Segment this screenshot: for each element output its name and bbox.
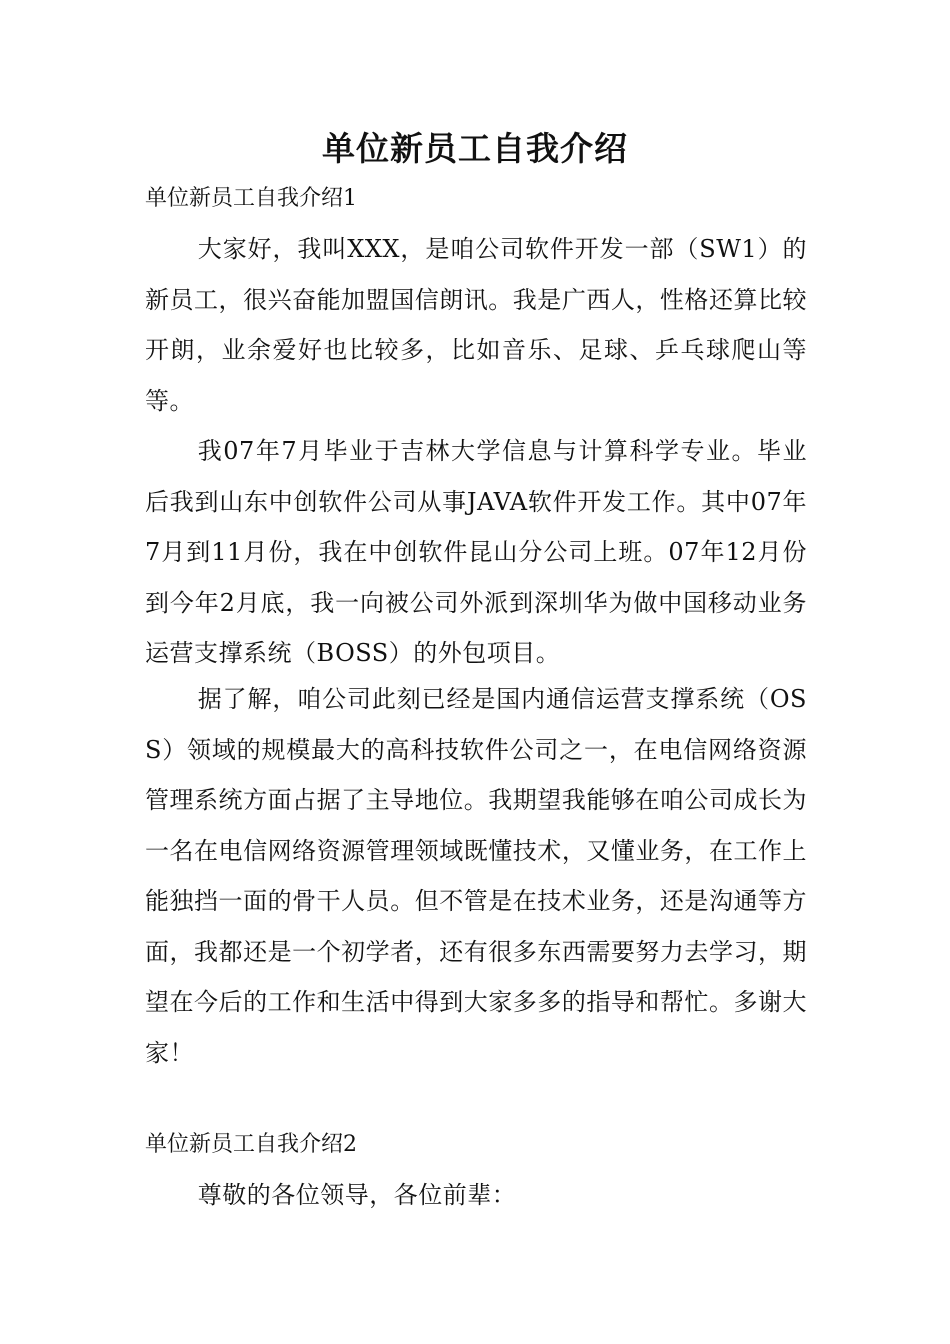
paragraph-1-3: 据了解，咱公司此刻已经是国内通信运营支撑系统（OSS）领域的规模最大的高科技软件公司之一，在电信网络资源管理系统方面占据了主导地位。我期望我能够在咱公司成长为一名在电信网络资源管理领域既懂技术，又懂业务，在工作上能独挡一面的骨干人员。但不管是在技术业务，还是沟通等方面，我都还是一个初学者，还有很多东西需要努力去学习，期望在今后的工作和生活中得到大家多多的指导和帮忙。多谢大家！ [145,685,807,1067]
paragraph-2-1: 尊敬的各位领导，各位前辈： [197,1181,517,1209]
paragraph-1-2: 我07年7月毕业于吉林大学信息与计算科学专业。毕业后我到山东中创软件公司从事JAVA软件开发工作。其中07年7月到11月份，我在中创软件昆山分公司上班。07年12月份到今年2月底，我一向被公司外派到深圳华为做中国移动业务运营支撑系统（BOSS）的外包项目。 [145,437,807,667]
section-heading-2: 单位新员工自我介绍2 [145,1132,357,1157]
document-title: 单位新员工自我介绍 [322,129,628,168]
section-heading-1: 单位新员工自我介绍1 [145,186,357,211]
paragraph-1-1: 大家好，我叫XXX，是咱公司软件开发一部（SW1）的新员工，很兴奋能加盟国信朗讯。我是广西人，性格还算比较开朗，业余爱好也比较多，比如音乐、足球、乒乓球爬山等等。 [145,235,807,415]
